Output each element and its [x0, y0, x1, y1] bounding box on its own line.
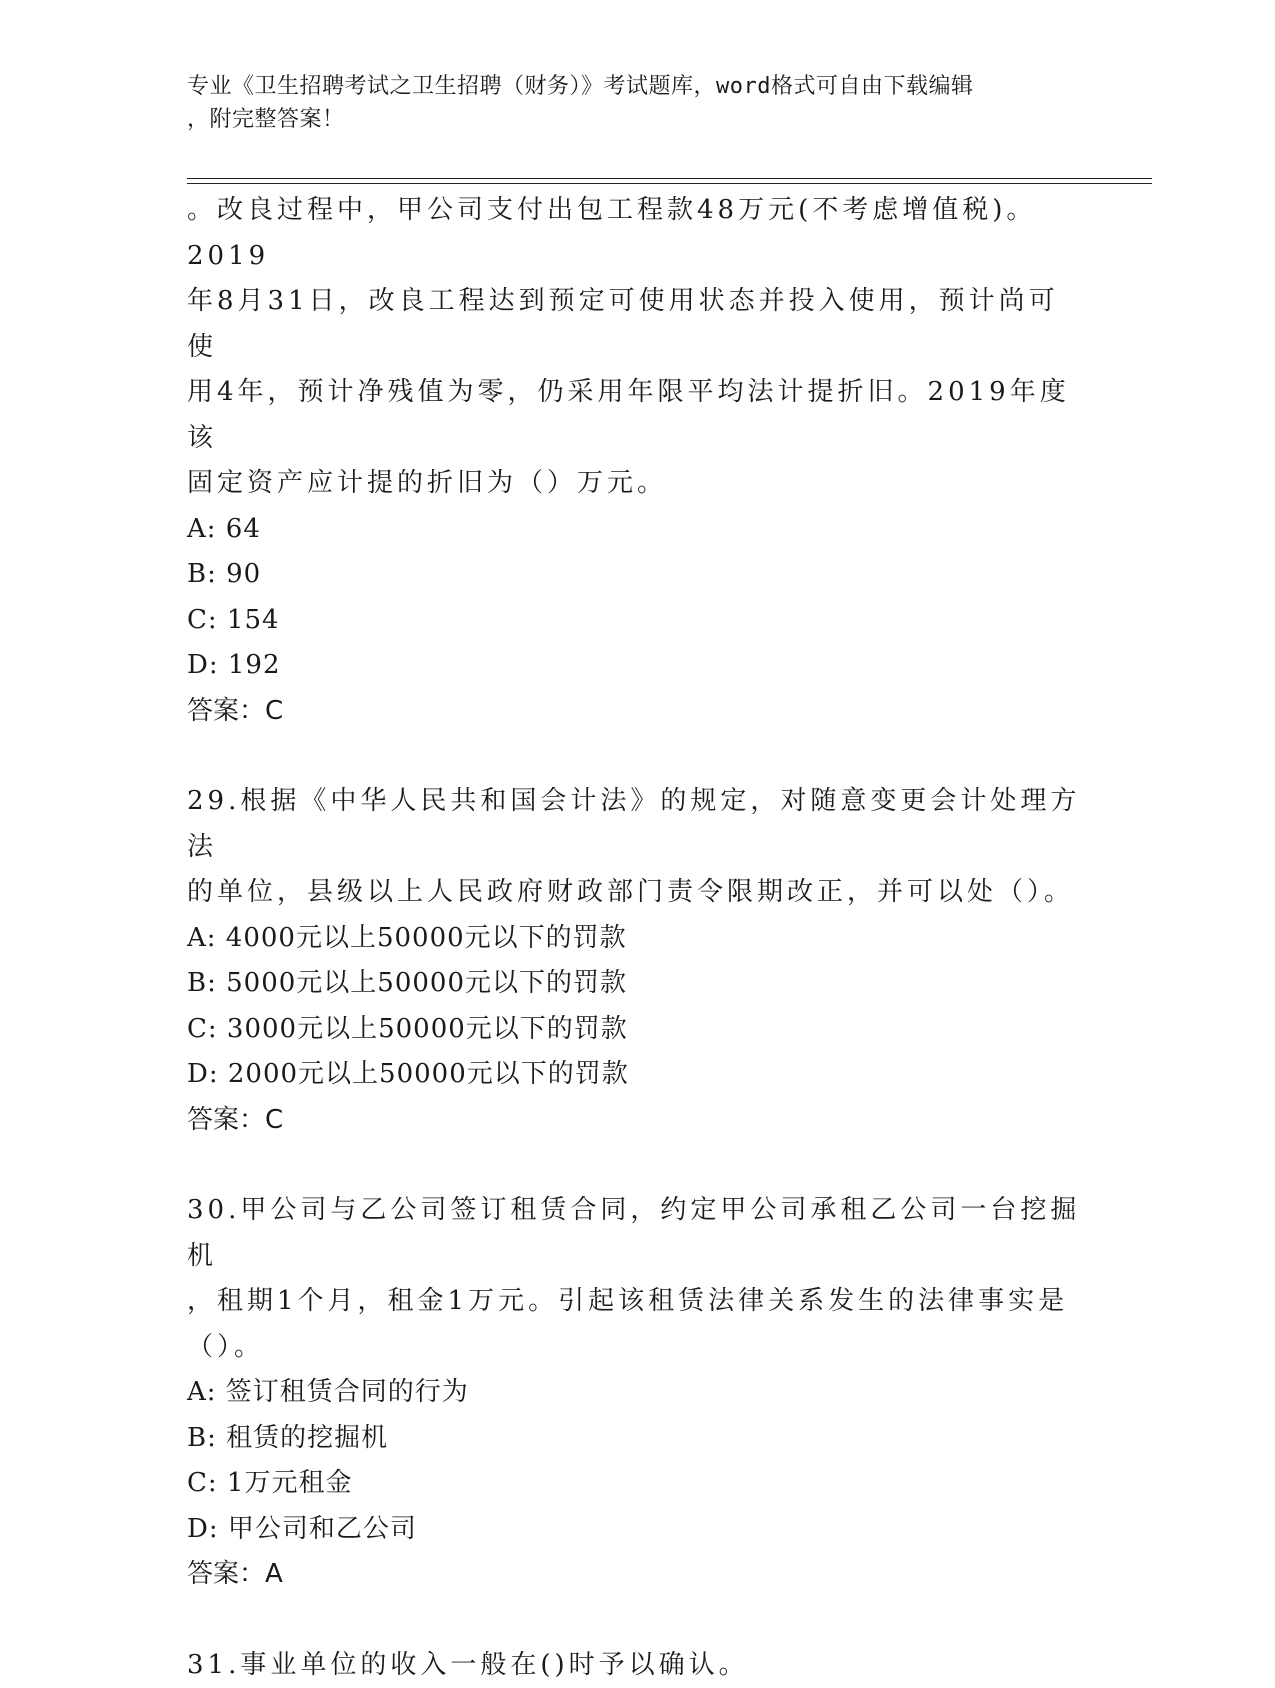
question-stem-line: ，租期1个月，租金1万元。引起该租赁法律关系发生的法律事实是	[187, 1279, 1087, 1325]
header-rule-bottom	[187, 183, 1152, 184]
page-header	[187, 70, 1067, 136]
option-a: A: 签订租赁合同的行为	[187, 1370, 1087, 1416]
question-stem-line: 31.事业单位的收入一般在()时予以确认。	[187, 1643, 1087, 1688]
answer-line: 答案：A	[187, 1552, 1087, 1598]
option-d: D: 192	[187, 643, 1087, 689]
question-stem-line: 用4年，预计净残值为零，仍采用年限平均法计提折旧。2019年度该	[187, 370, 1087, 461]
option-c: C: 3000元以上50000元以下的罚款	[187, 1007, 1087, 1053]
header-rule-top	[187, 178, 1152, 179]
document-body	[187, 188, 1087, 1688]
question-stem-line: （）。	[187, 1325, 1087, 1371]
question-31	[187, 1643, 1087, 1688]
spacer	[187, 1598, 1087, 1643]
question-stem-line: 30.甲公司与乙公司签订租赁合同，约定甲公司承租乙公司一台挖掘机	[187, 1188, 1087, 1279]
header-line-2: ，附完整答案！	[187, 103, 1067, 136]
option-a: A: 4000元以上50000元以下的罚款	[187, 916, 1087, 962]
answer-line: 答案：C	[187, 689, 1087, 735]
question-stem-line: 年8月31日，改良工程达到预定可使用状态并投入使用，预计尚可使	[187, 279, 1087, 370]
spacer	[187, 1143, 1087, 1188]
header-line-1: 专业《卫生招聘考试之卫生招聘（财务）》考试题库，word格式可自由下载编辑	[187, 70, 1067, 103]
option-b: B: 租赁的挖掘机	[187, 1416, 1087, 1462]
question-stem-line: 固定资产应计提的折旧为（）万元。	[187, 461, 1087, 507]
question-28	[187, 188, 1087, 734]
option-b: B: 90	[187, 552, 1087, 598]
spacer	[187, 734, 1087, 779]
question-stem-line: 29.根据《中华人民共和国会计法》的规定，对随意变更会计处理方法	[187, 779, 1087, 870]
option-d: D: 2000元以上50000元以下的罚款	[187, 1052, 1087, 1098]
option-b: B: 5000元以上50000元以下的罚款	[187, 961, 1087, 1007]
option-a: A: 64	[187, 507, 1087, 553]
option-d: D: 甲公司和乙公司	[187, 1507, 1087, 1553]
option-c: C: 154	[187, 598, 1087, 644]
question-30	[187, 1188, 1087, 1598]
question-stem-line: 的单位，县级以上人民政府财政部门责令限期改正，并可以处（）。	[187, 870, 1087, 916]
option-c: C: 1万元租金	[187, 1461, 1087, 1507]
question-29	[187, 779, 1087, 1143]
question-stem-line: 。改良过程中，甲公司支付出包工程款48万元(不考虑增值税)。2019	[187, 188, 1087, 279]
answer-line: 答案：C	[187, 1098, 1087, 1144]
